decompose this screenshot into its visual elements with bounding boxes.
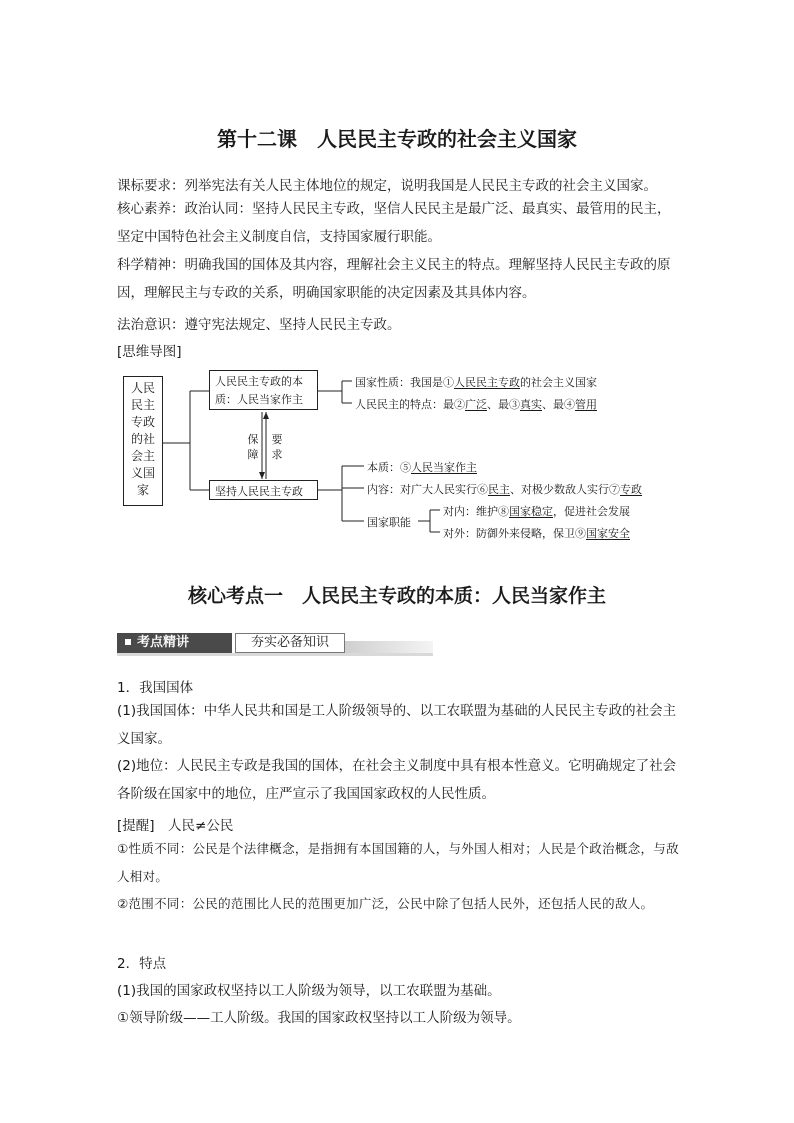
banner-decoration <box>345 641 433 653</box>
section-title: 核心考点一 人民民主专政的本质：人民当家作主 <box>187 585 606 607</box>
curriculum-requirement: 课标要求：列举宪法有关人民主体地位的规定，说明我国是人民民主专政的社会主义国家。 <box>117 178 657 194</box>
paragraph-national-system: (1)我国国体：中华人民共和国是工人阶级领导的、以工农联盟为基础的人民民主专政的社会主义国家。 <box>117 703 677 747</box>
tip-nature: ①性质不同：公民是个法律概念，是指拥有本国国籍的人，与外国人相对；人民是个政治概念，与敌人相对。 <box>117 841 679 884</box>
essence-item: 本质：⑤人民当家作主 <box>367 461 477 474</box>
paragraph-features-1: (1)我国的国家政权坚持以工人阶级为领导，以工农联盟为基础。 <box>117 983 501 999</box>
democracy-features-item: 人民民主的特点：最②广泛、最③真实、最④管用 <box>355 398 597 411</box>
requirement-label: 要 求 <box>271 433 283 461</box>
tip-heading: [提醒] 人民≠公民 <box>117 818 234 834</box>
section-banner-light: 夯实必备知识 <box>235 633 345 653</box>
guarantee-label: 保 障 <box>247 433 259 461</box>
section-banner-dark <box>117 633 232 653</box>
core-literacy: 核心素养：政治认同：坚持人民民主专政，坚信人民民主是最广泛、最真实、最管用的民主，坚定中国特色社会主义制度自信，支持国家履行职能。 <box>117 201 671 245</box>
banner-underline <box>117 653 433 656</box>
mind-map-root-text: 人民 民主 专政 的社 会主 义国 家 <box>130 381 155 497</box>
paragraph-status: (2)地位：人民民主专政是我国的国体，在社会主义制度中具有根本性意义。它明确规定了社会各阶级在国家中的地位，庄严宣示了我国国家政权的人民性质。 <box>117 758 677 802</box>
tip-scope: ②范围不同：公民的范围比人民的范围更加广泛，公民中除了包括人民外，还包括人民的敌人。 <box>117 896 654 911</box>
mindmap-label: [思维导图] <box>117 344 182 360</box>
external-function-item: 对外：防御外来侵略，保卫⑨国家安全 <box>443 527 630 540</box>
banner-dark-label: 考点精讲 <box>137 635 190 650</box>
uphold-box-text: 坚持人民民主专政 <box>215 485 303 498</box>
paragraph-features-2: ①领导阶级——工人阶级。我国的国家政权坚持以工人阶级为领导。 <box>117 1010 521 1026</box>
rule-of-law: 法治意识：遵守宪法规定、坚持人民民主专政。 <box>117 317 401 333</box>
essence-box-line2: 质：人民当家作主 <box>215 393 303 406</box>
heading-features: 2．特点 <box>117 956 167 972</box>
state-functions-label: 国家职能 <box>367 516 411 529</box>
mind-map-lines <box>0 0 794 560</box>
content-item: 内容：对广大人民实行⑥民主、对极少数敌人实行⑦专政 <box>367 483 642 496</box>
essence-box-line1: 人民民主专政的本 <box>215 375 303 388</box>
scientific-spirit: 科学精神：明确我国的国体及其内容，理解社会主义民主的特点。理解坚持人民民主专政的原因，理解民主与专政的关系，明确国家职能的决定因素及其具体内容。 <box>117 257 671 301</box>
square-bullet-icon <box>125 639 131 645</box>
heading-national-system: 1．我国国体 <box>117 680 194 696</box>
domestic-function-item: 对内：维护⑧国家稳定，促进社会发展 <box>443 505 630 518</box>
page-title: 第十二课 人民民主专政的社会主义国家 <box>217 127 577 151</box>
state-nature-item: 国家性质：我国是①人民民主专政的社会主义国家 <box>355 376 597 389</box>
